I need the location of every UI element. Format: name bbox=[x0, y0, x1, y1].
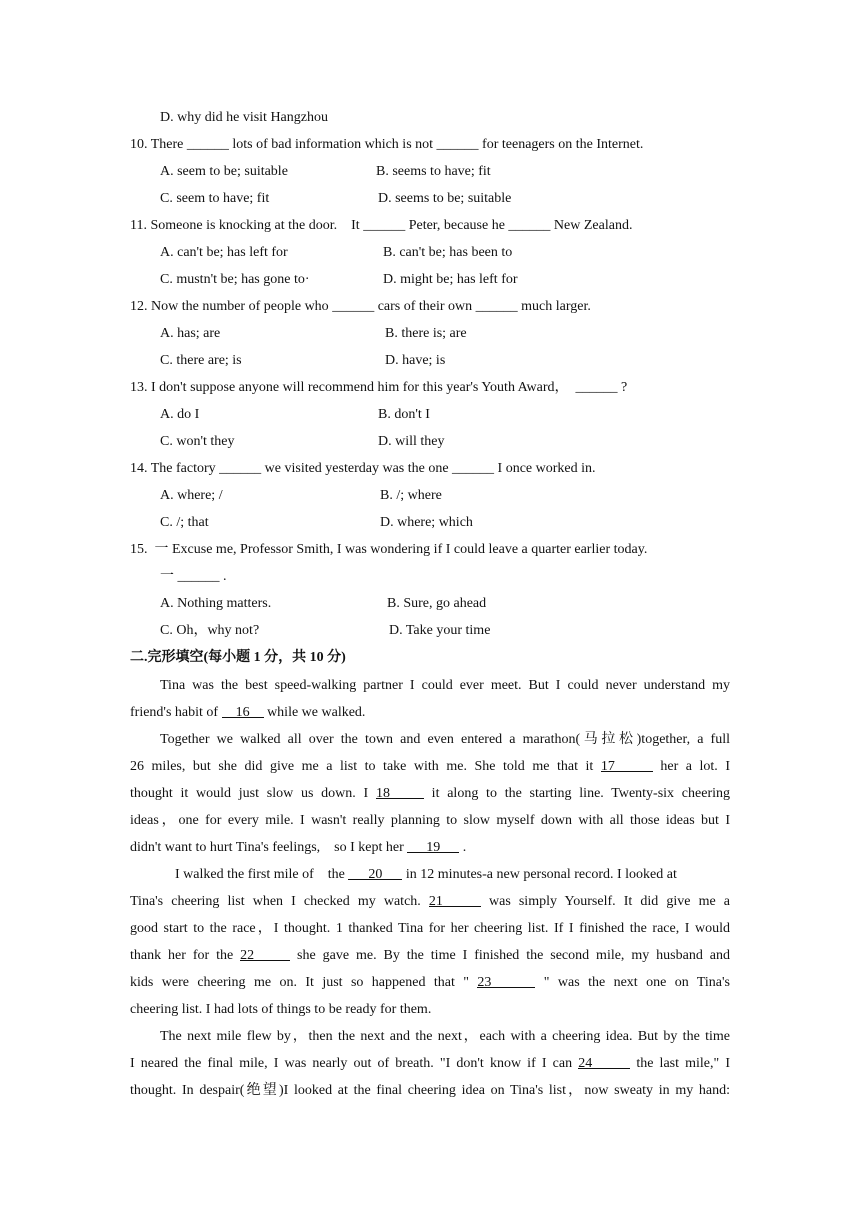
blank: ______ bbox=[575, 380, 618, 395]
q15-option-a: A. Nothing matters. bbox=[160, 596, 272, 611]
q12-option-a: A. has; are bbox=[160, 326, 221, 341]
q11-option-a: A. can't be; has left for bbox=[160, 245, 288, 260]
q9-option-d: D. why did he visit Hangzhou bbox=[160, 110, 328, 125]
q15-stem: 15. 一 Excuse me, Professor Smith, I was wondering if I could leave a quarter earlier today. bbox=[130, 542, 648, 557]
passage-line: thought. In despair(绝望)I looked at the final cheering idea on Tina's list，now sweaty in my hand: bbox=[130, 1083, 730, 1098]
passage-line: cheering list. I had lots of things to be ready for them. bbox=[130, 1002, 432, 1017]
blank-18: 18 bbox=[376, 784, 424, 799]
passage-line: friend's habit of 16 while we walked. bbox=[130, 705, 366, 720]
passage-line: Tina was the best speed-walking partner I could ever meet. But I could never understand my bbox=[160, 678, 730, 693]
passage-line: kids were cheering me on. It just so happened that " 23 " was the next one on Tina's bbox=[130, 975, 730, 990]
blank: ______ bbox=[363, 218, 406, 233]
q12-option-c: C. there are; is bbox=[160, 353, 242, 368]
q11-option-b: B. can't be; has been to bbox=[383, 245, 513, 260]
blank-20: 20 bbox=[348, 865, 402, 880]
blank-16: 16 bbox=[222, 703, 264, 718]
blank: ______ bbox=[475, 299, 518, 314]
section-heading: 二.完形填空(每小题 1 分，共 10 分) bbox=[130, 650, 346, 665]
blank: ______ bbox=[508, 218, 551, 233]
q12-option-d: D. have; is bbox=[385, 353, 446, 368]
q12-option-b: B. there is; are bbox=[385, 326, 467, 341]
blank-23: 23 bbox=[477, 973, 535, 988]
passage-line: Tina's cheering list when I checked my watch. 21 was simply Yourself. It did give me a bbox=[130, 894, 730, 909]
q13-option-d: D. will they bbox=[378, 434, 445, 449]
q10-stem: 10. There ______ lots of bad information which is not ______ for teenagers on the Internet. bbox=[130, 137, 644, 152]
passage-line: 26 miles, but she did give me a list to take with me. She told me that it 17 her a lot. I bbox=[130, 759, 731, 774]
q14-option-a: A. where; / bbox=[160, 488, 223, 503]
q15-option-b: B. Sure, go ahead bbox=[387, 596, 487, 611]
q14-option-b: B. /; where bbox=[380, 488, 442, 503]
blank: ______ bbox=[452, 461, 495, 476]
q10-option-c: C. seem to have; fit bbox=[160, 191, 270, 206]
passage-line: I neared the final mile, I was nearly out of breath. "I don't know if I can 24 the last mile," I bbox=[130, 1056, 731, 1071]
passage-line: The next mile flew by，then the next and the next，each with a cheering idea. But by the time bbox=[160, 1029, 730, 1044]
q13-stem: 13. I don't suppose anyone will recommend him for this year's Youth Award， ______ ? bbox=[130, 380, 628, 395]
blank: ______ bbox=[436, 137, 479, 152]
q12-stem: 12. Now the number of people who ______ cars of their own ______ much larger. bbox=[130, 299, 591, 314]
q11-option-d: D. might be; has left for bbox=[383, 272, 518, 287]
q10-option-a: A. seem to be; suitable bbox=[160, 164, 288, 179]
passage-line: didn't want to hurt Tina's feelings, so I kept her 19 . bbox=[130, 840, 467, 855]
q15-option-c: C. Oh，why not? bbox=[160, 623, 260, 638]
q11-option-c: C. mustn't be; has gone to· bbox=[160, 272, 310, 287]
q15-reply: 一 ______ . bbox=[160, 569, 227, 584]
blank: ______ bbox=[332, 299, 375, 314]
q11-stem: 11. Someone is knocking at the door. It ______ Peter, because he ______ New Zealand. bbox=[130, 218, 633, 233]
passage-line: thank her for the 22 she gave me. By the time I finished the second mile, my husband and bbox=[130, 948, 730, 963]
blank-22: 22 bbox=[240, 946, 290, 961]
blank-17: 17 bbox=[601, 757, 653, 772]
blank-21: 21 bbox=[429, 892, 481, 907]
passage-line: good start to the race，I thought. 1 thanked Tina for her cheering list. If I finished the race, I would bbox=[130, 921, 730, 936]
passage-line: I walked the first mile of the 20 in 12 minutes-a new personal record. I looked at bbox=[175, 867, 677, 882]
q10-option-b: B. seems to have; fit bbox=[376, 164, 491, 179]
passage-line: ideas，one for every mile. I wasn't really planning to slow myself down with all those ideas but I bbox=[130, 813, 730, 828]
q14-option-d: D. where; which bbox=[380, 515, 473, 530]
q13-option-a: A. do I bbox=[160, 407, 200, 422]
q14-stem: 14. The factory ______ we visited yesterday was the one ______ I once worked in. bbox=[130, 461, 596, 476]
q15-option-d: D. Take your time bbox=[389, 623, 491, 638]
q13-option-c: C. won't they bbox=[160, 434, 235, 449]
blank: ______ bbox=[177, 569, 220, 584]
q14-option-c: C. /; that bbox=[160, 515, 209, 530]
blank: ______ bbox=[219, 461, 262, 476]
q13-option-b: B. don't I bbox=[378, 407, 430, 422]
passage-line: Together we walked all over the town and even entered a marathon(马拉松)together, a full bbox=[160, 732, 730, 747]
blank-19: 19 bbox=[407, 838, 459, 853]
blank: ______ bbox=[186, 137, 229, 152]
passage-line: thought it would just slow us down. I 18 it along to the starting line. Twenty-six cheering bbox=[130, 786, 730, 801]
q10-option-d: D. seems to be; suitable bbox=[378, 191, 512, 206]
blank-24: 24 bbox=[578, 1054, 630, 1069]
